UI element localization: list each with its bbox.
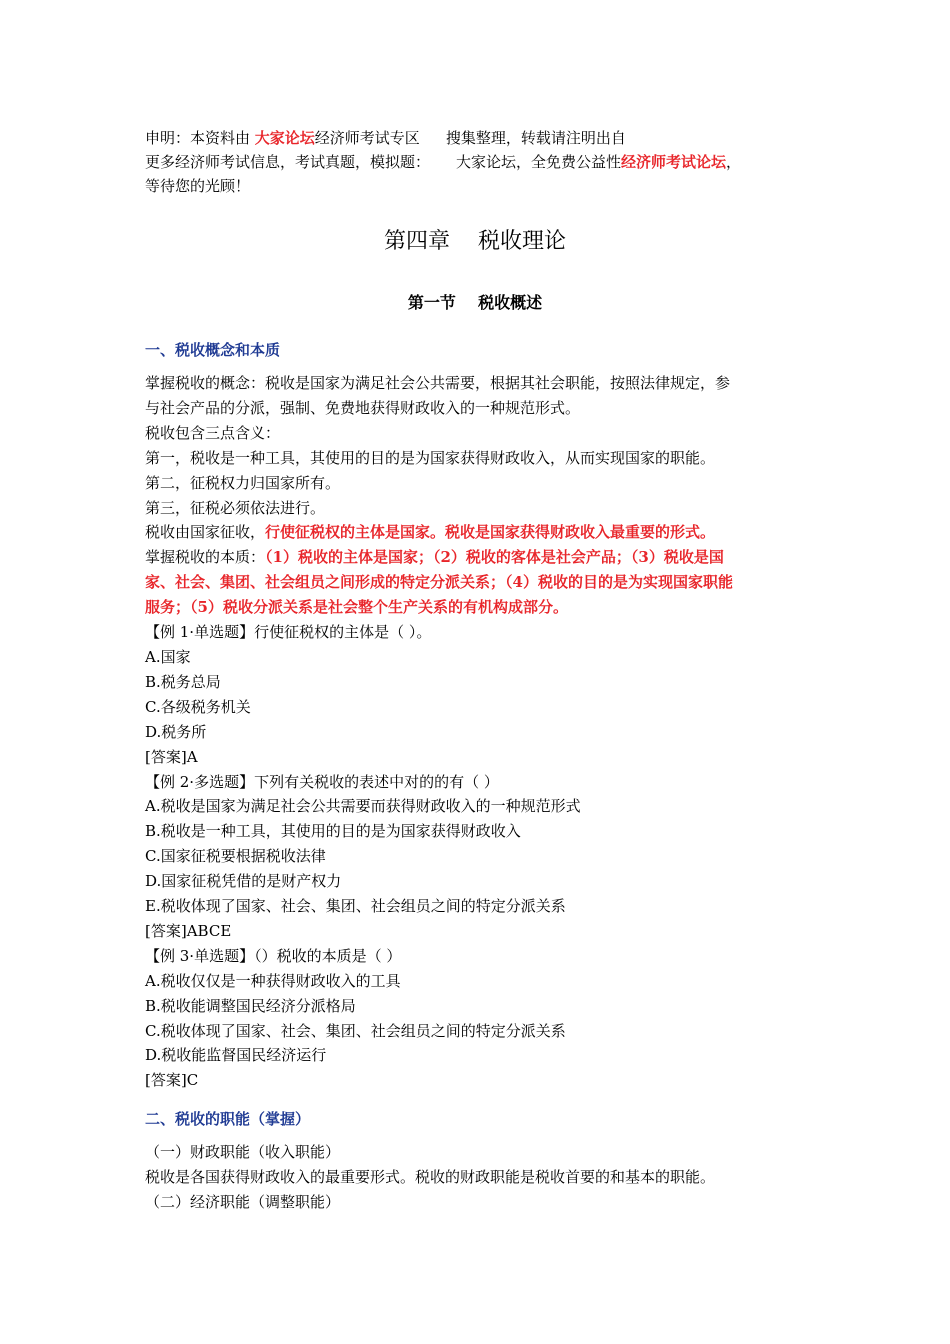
question-text: 行使征税权的主体是（ ）。 (254, 623, 432, 642)
paragraph: 服务；（5）税收分派关系是社会整个生产关系的有机构成部分。 (145, 598, 568, 617)
answer-line: [答案]A (145, 747, 198, 766)
notice-text: 经济师考试专区 (314, 129, 420, 147)
option-item: B.税务总局 (145, 672, 221, 691)
question-stem (145, 620, 815, 645)
question-text: 下列有关税收的表述中对的的有（ ） (254, 772, 499, 791)
option-item: D.国家征税凭借的是财产权力 (145, 872, 342, 891)
notice-line-1 (145, 126, 825, 150)
text: 税收由国家征收， (145, 523, 266, 542)
subheading: （二）经济职能（调整职能） (145, 1192, 341, 1211)
option-item: A.税收是国家为满足社会公共需要而获得财政收入的一种规范形式 (145, 797, 581, 816)
emphasis-text: （1）税收的主体是国家；（2）税收的客体是社会产品；（3）税收是国 (265, 548, 724, 567)
option-item: D.税收能监督国民经济运行 (145, 1046, 327, 1065)
emphasis-text: 行使征税权的主体是国家。税收是国家获得财政收入最重要的形式。 (265, 523, 716, 542)
concept-block (145, 371, 815, 1093)
question-prefix: 【例 3·单选题】 (145, 946, 255, 965)
option-item: E.税收体现了国家、社会、集团、社会组员之间的特定分派关系 (145, 897, 566, 916)
notice-line-3: 等待您的光顾！ (145, 177, 251, 195)
paragraph: 掌握税收的概念：税收是国家为满足社会公共需要，根据其社会职能，按照法律规定，参 (145, 374, 731, 392)
section-title-text: 第一节 税收概述 (407, 293, 543, 312)
chapter-title-text: 第四章 税收理论 (384, 229, 566, 254)
option-item: B.税收能调整国民经济分派格局 (145, 996, 356, 1015)
option-item: A.国家 (145, 647, 191, 666)
chapter-title (0, 224, 950, 255)
paragraph: 第一，税收是一种工具，其使用的目的是为国家获得财政收入，从而实现国家的职能。 (145, 448, 716, 467)
source-notice (145, 126, 825, 198)
heading-tax-functions: 二、税收的职能（掌握） (145, 1110, 311, 1128)
section-title (0, 290, 950, 313)
functions-block (145, 1140, 815, 1215)
paragraph: 家、社会、集团、社会组员之间形成的特定分派关系；（4）税收的目的是为实现国家职能 (145, 573, 733, 592)
text: 掌握税收的本质： (145, 548, 266, 567)
paragraph: 第二，征税权力归国家所有。 (145, 473, 341, 492)
option-item: C.各级税务机关 (145, 697, 251, 716)
heading-concept-essence: 一、税收概念和本质 (145, 341, 281, 359)
notice-text: 搜集整理，转载请注明出自 (445, 129, 626, 147)
exam-forum-link[interactable]: 经济师考试论坛 (621, 153, 727, 171)
paragraph: 第三，征税必须依法进行。 (145, 498, 326, 517)
notice-text: 更多经济师考试信息，考试真题，模拟题： (145, 153, 431, 171)
question-text: （）税收的本质是（ ） (254, 946, 402, 965)
answer-line: [答案]ABCE (145, 921, 232, 940)
option-item: C.税收体现了国家、社会、集团、社会组员之间的特定分派关系 (145, 1021, 566, 1040)
option-item: B.税收是一种工具，其使用的目的是为国家获得财政收入 (145, 822, 521, 841)
paragraph: 税收是各国获得财政收入的最重要形式。税收的财政职能是税收首要的和基本的职能。 (145, 1167, 716, 1186)
question-stem (145, 770, 815, 795)
answer-line: [答案]C (145, 1071, 199, 1090)
question-prefix: 【例 2·多选题】 (145, 772, 255, 791)
question-stem (145, 944, 815, 969)
question-prefix: 【例 1·单选题】 (145, 623, 255, 642)
notice-line-2 (145, 150, 825, 174)
notice-text: 大家论坛，全免费公益性 (456, 153, 622, 171)
paragraph: 税收包含三点含义： (145, 423, 281, 442)
paragraph: 与社会产品的分派，强制、免费地获得财政收入的一种规范形式。 (145, 398, 581, 417)
option-item: A.税收仅仅是一种获得财政收入的工具 (145, 971, 401, 990)
option-item: D.税务所 (145, 722, 207, 741)
paragraph (145, 520, 815, 545)
notice-text: ， (726, 153, 742, 171)
subheading: （一）财政职能（收入职能） (145, 1143, 341, 1161)
paragraph (145, 545, 815, 570)
forum-name-link[interactable]: 大家论坛 (254, 129, 315, 147)
option-item: C.国家征税要根据税收法律 (145, 847, 326, 866)
notice-text: 申明：本资料由 (145, 129, 255, 147)
